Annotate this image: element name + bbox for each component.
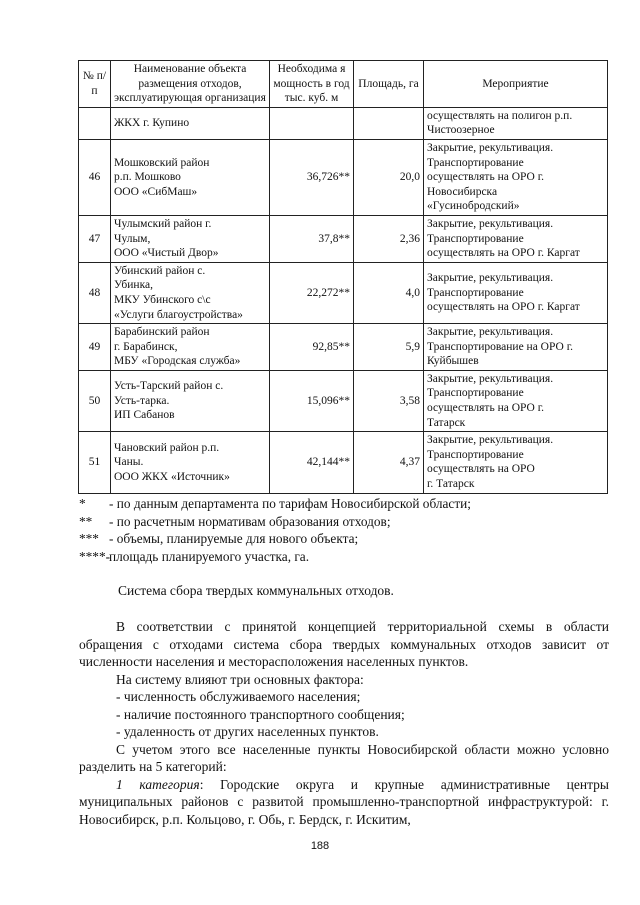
cell-num [79,107,111,139]
table-row [79,139,608,215]
cell-num: 50 [79,370,111,431]
body-text [79,618,609,828]
col-header-action: Мероприятие [424,61,608,108]
footnote-mark: * [79,496,86,511]
cell-action: Закрытие, рекультивация. Транспортирование осуществлять на ОРО г. Татарск [424,370,608,431]
cell-capacity: 15,096** [270,370,354,431]
cell-action: Закрытие, рекультивация. Транспортирование осуществлять на ОРО г. Новосибирска «Гусинобродский» [424,139,608,215]
cell-name: Убинский район с. Убинка, МКУ Убинского с\с «Услуги благоустройства» [111,262,270,323]
cell-action: Закрытие, рекультивация. Транспортирование осуществлять на ОРО г. Каргат [424,215,608,262]
col-header-number: № п/п [79,61,111,108]
table-header-row [79,61,608,108]
col-header-object: Наименование объекта размещения отходов, эксплуатирующая организация [111,61,270,108]
footnote-text: площадь планируемого участка, га. [109,548,310,564]
section-heading: Система сбора твердых коммунальных отходов. [118,583,394,598]
cell-capacity: 37,8** [270,215,354,262]
cell-name: Усть-Тарский район с. Усть-тарка. ИП Сабанов [111,370,270,431]
category-text: : Городские округа и крупные административные центры муниципальных районов с развитой промышленно-транспортной инфраструктурой: г. Новосибирск, р.п. Кольцово, г. Обь, г. Бердск, г. Искитим, [79,776,609,827]
landfill-table [78,60,608,494]
table-row [79,324,608,371]
cell-area: 3,58 [354,370,424,431]
footnote [79,513,619,531]
table-row [79,370,608,431]
footnote [79,548,619,566]
cell-area: 2,36 [354,215,424,262]
table-row [79,107,608,139]
footnote-text: - по данным департамента по тарифам Новосибирской области; [109,496,471,511]
paragraph: В соответствии с принятой концепцией территориальной схемы в области обращения с отходами система сбора твердых коммунальных отходов зависит от численности населения и месторасположения населенных пунктов. [79,619,609,669]
paragraph: На систему влияют три основных фактора: [116,671,364,687]
col-header-area: Площадь, га [354,61,424,108]
footnotes [79,495,619,565]
list-item: - удаленность от других населенных пунктов. [116,724,379,739]
footnote [79,530,619,548]
cell-num: 51 [79,432,111,493]
cell-num: 46 [79,139,111,215]
cell-area: 4,0 [354,262,424,323]
cell-name: Мошковский район р.п. Мошково ООО «СибМаш» [111,139,270,215]
cell-capacity: 36,726** [270,139,354,215]
table-row [79,215,608,262]
cell-name: Чулымский район г. Чулым, ООО «Чистый Двор» [111,215,270,262]
cell-area: 5,9 [354,324,424,371]
cell-num: 49 [79,324,111,371]
footnote-mark: ****- [79,548,111,564]
cell-area: 20,0 [354,139,424,215]
cell-capacity [270,107,354,139]
footnote [79,495,619,513]
list-item: - наличие постоянного транспортного сообщения; [116,706,405,722]
cell-num: 47 [79,215,111,262]
table-row [79,262,608,323]
cell-capacity: 22,272** [270,262,354,323]
cell-action: Закрытие, рекультивация. Транспортирование осуществлять на ОРО г. Каргат [424,262,608,323]
cell-action: осуществлять на полигон р.п. Чистоозерное [424,107,608,139]
cell-name: Барабинский район г. Барабинск, МБУ «Городская служба» [111,324,270,371]
cell-capacity: 42,144** [270,432,354,493]
cell-name: Чановский район р.п. Чаны. ООО ЖКХ «Источник» [111,432,270,493]
list-item: - численность обслуживаемого населения; [116,689,361,704]
cell-name: ЖКХ г. Купино [111,107,270,139]
paragraph-category [79,776,609,829]
cell-area: 4,37 [354,432,424,493]
cell-num: 48 [79,262,111,323]
cell-capacity: 92,85** [270,324,354,371]
factor-list [79,688,609,741]
footnote-text: - объемы, планируемые для нового объекта; [109,531,359,546]
footnote-mark: ** [79,513,93,529]
paragraph: С учетом этого все населенные пункты Новосибирской области можно условно разделить на 5 категорий: [79,741,609,774]
table-row [79,432,608,493]
page-number: 188 [310,840,330,852]
cell-action: Закрытие, рекультивация. Транспортирование на ОРО г. Куйбышев [424,324,608,371]
cell-area [354,107,424,139]
footnote-mark: *** [79,531,99,546]
footnote-text: - по расчетным нормативам образования отходов; [109,513,391,529]
col-header-capacity: Необходима я мощность в год тыс. куб. м [270,61,354,108]
cell-action: Закрытие, рекультивация. Транспортирование осуществлять на ОРО г. Татарск [424,432,608,493]
category-label: 1 категория [116,776,200,792]
